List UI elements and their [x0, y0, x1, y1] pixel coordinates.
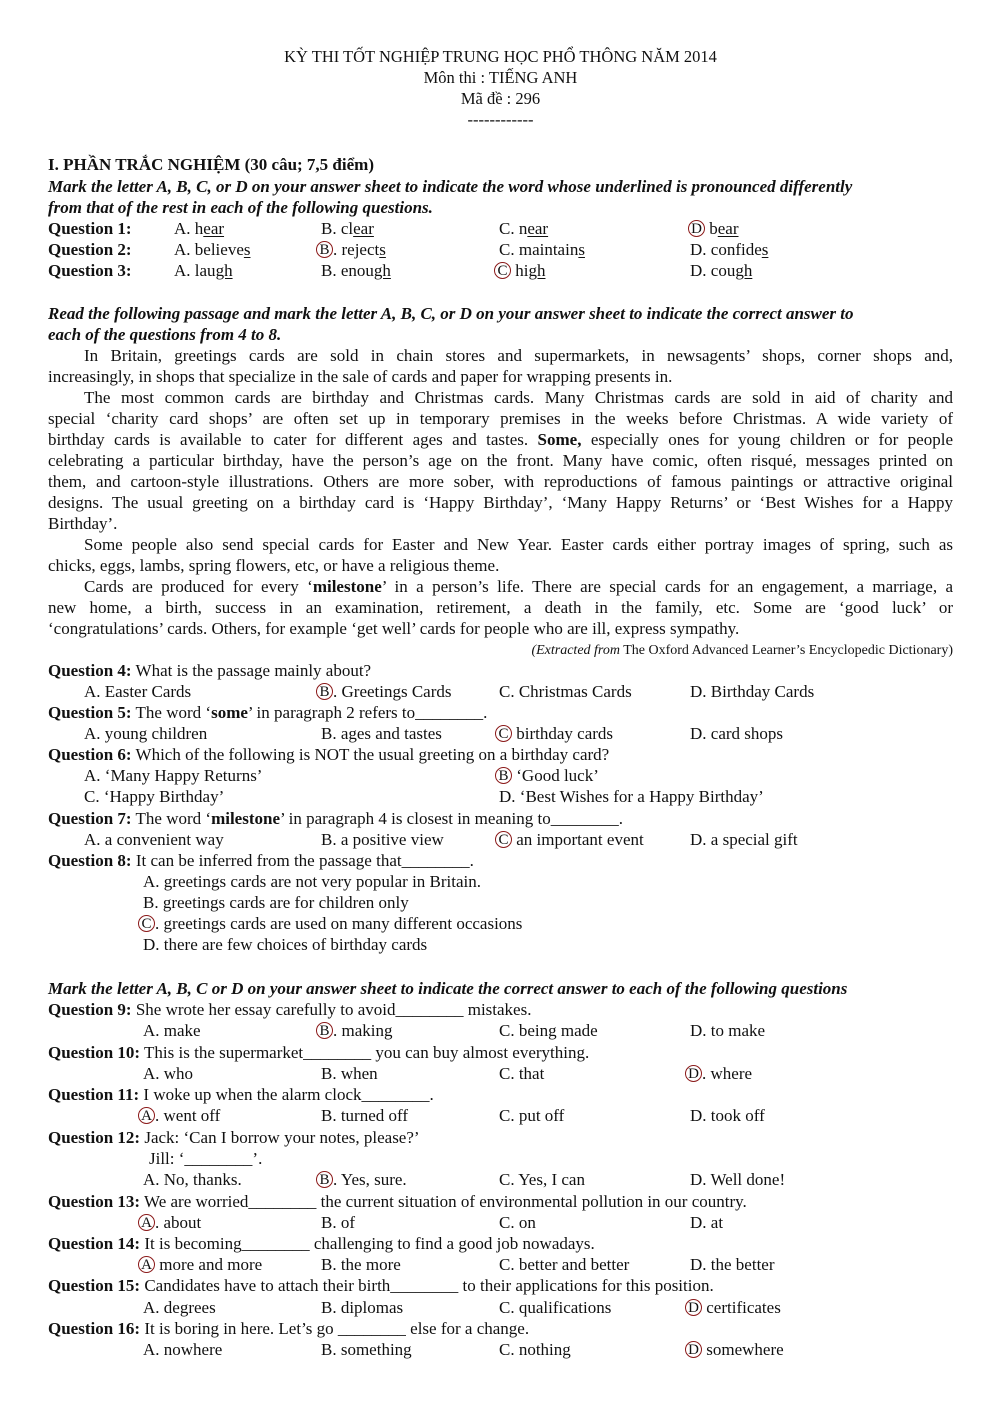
exam-page: [48, 46, 954, 1359]
q5-option-a[interactable]: A. young children: [84, 724, 208, 743]
q10-options: [48, 1063, 953, 1084]
q5-option-c-selected[interactable]: C birthday cards: [497, 723, 613, 744]
q13-option-c[interactable]: C. on: [499, 1213, 536, 1232]
q2-option-c[interactable]: C. maintains: [499, 240, 585, 259]
question-11: Question 11: I woke up when the alarm clock________.: [48, 1085, 434, 1104]
section-title: I. PHẦN TRẮC NGHIỆM (30 câu; 7,5 điểm): [48, 155, 374, 174]
answer-circle-icon: A: [138, 1107, 155, 1124]
exam-title: KỲ THI TỐT NGHIỆP TRUNG HỌC PHỔ THÔNG NĂM 2014: [284, 47, 717, 66]
answer-circle-icon: D: [688, 220, 705, 237]
question-13: Question 13: We are worried________ the current situation of environmental pollution in our country.: [48, 1192, 747, 1211]
q14-option-d[interactable]: D. the better: [690, 1255, 775, 1274]
q9-option-b-selected[interactable]: B . making: [318, 1020, 393, 1041]
question-16: Question 16: It is boring in here. Let’s go ________ else for a change.: [48, 1319, 530, 1338]
q11-option-d[interactable]: D. took off: [690, 1106, 765, 1125]
passage-p2-line2: special ‘charity card shops’ are often set up in temporary premises in the weeks before Christmas. A wide variety of: [48, 409, 953, 428]
q4-option-a[interactable]: A. Easter Cards: [84, 682, 192, 701]
exam-code: Mã đề : 296: [460, 89, 541, 108]
q16-option-b[interactable]: B. something: [321, 1340, 412, 1359]
passage-p4-line2: new home, a birth, success in an examination, retirement, a death in the family, etc. Some are ‘good luck’ or: [48, 598, 953, 617]
answer-circle-icon: C: [494, 262, 511, 279]
q2-option-d[interactable]: D. confides: [690, 240, 769, 259]
pronunciation-instruction-line2: from that of the rest in each of the following questions.: [48, 198, 433, 217]
question-1: Question 1: A. hear B. clear C. near D bear: [48, 219, 739, 238]
q3-option-b[interactable]: B. enough: [321, 261, 391, 280]
question-8: Question 8: It can be inferred from the passage that________.: [48, 851, 474, 870]
q5-option-d[interactable]: D. card shops: [690, 724, 784, 743]
q13-option-a-selected[interactable]: A . about: [140, 1212, 201, 1233]
question-4: Question 4: What is the passage mainly about?: [48, 661, 372, 680]
question-10: Question 10: This is the supermarket________ you can buy almost everything.: [48, 1043, 590, 1062]
q2-option-a[interactable]: A. believes: [174, 240, 251, 259]
q15-option-c[interactable]: C. qualifications: [499, 1298, 612, 1317]
q3-option-c-selected[interactable]: C high: [496, 260, 545, 281]
q2-option-b-selected[interactable]: B . rejects: [318, 239, 386, 260]
question-2: Question 2: A. believes B . rejects C. maintains D. confides: [48, 240, 769, 259]
q5-option-b[interactable]: B. ages and tastes: [321, 724, 442, 743]
q7-option-b[interactable]: B. a positive view: [321, 830, 444, 849]
q12-option-c[interactable]: C. Yes, I can: [499, 1170, 585, 1189]
passage-p3-line1: Some people also send special cards for Easter and New Year. Easter cards either portray images of spring, such as: [84, 535, 953, 554]
answer-circle-icon: B: [316, 1022, 333, 1039]
q8-option-b[interactable]: B. greetings cards are for children only: [143, 893, 409, 912]
q1-option-d-selected[interactable]: D bear: [690, 218, 739, 239]
q10-option-d-selected[interactable]: D . where: [687, 1063, 752, 1084]
question-6: Question 6: Which of the following is NOT the usual greeting on a birthday card?: [48, 745, 610, 764]
q6-option-b-selected[interactable]: B ‘Good luck’: [497, 765, 599, 786]
q15-option-b[interactable]: B. diplomas: [321, 1298, 404, 1317]
q9-option-a[interactable]: A. make: [143, 1021, 201, 1040]
answer-circle-icon: C: [495, 725, 512, 742]
q12-jill-line: Jill: ‘________’.: [149, 1149, 263, 1168]
q15-option-d-selected[interactable]: D certificates: [687, 1297, 781, 1318]
grammar-instruction: Mark the letter A, B, C or D on your answer sheet to indicate the correct answer to each of the following questions: [48, 979, 848, 998]
answer-circle-icon: B: [495, 767, 512, 784]
passage-p2-line4: celebrating a particular birthday, have the person’s age on the front. Many have comic, often risqué, messages printed on: [48, 451, 953, 470]
q14-options: [48, 1254, 953, 1275]
answer-circle-icon: D: [685, 1299, 702, 1316]
q15-option-a[interactable]: A. degrees: [143, 1298, 216, 1317]
q16-option-c[interactable]: C. nothing: [499, 1340, 571, 1359]
q12-option-b-selected[interactable]: B . Yes, sure.: [318, 1169, 407, 1190]
q4-options: [48, 681, 953, 702]
q6-option-c[interactable]: C. ‘Happy Birthday’: [84, 787, 225, 806]
q16-option-d-selected[interactable]: D somewhere: [687, 1339, 784, 1360]
passage-p2-line5: them, and cartoon-style illustrations. Others are more sober, with reproductions of famous paintings or attractive original: [48, 472, 953, 491]
q13-option-b[interactable]: B. of: [321, 1213, 355, 1232]
answer-circle-icon: B: [316, 683, 333, 700]
q7-options: [48, 829, 953, 850]
question-7: Question 7: The word ‘milestone’ in paragraph 4 is closest in meaning to________.: [48, 809, 623, 828]
answer-circle-icon: A: [138, 1256, 155, 1273]
q10-option-b[interactable]: B. when: [321, 1064, 378, 1083]
q7-option-c-selected[interactable]: C an important event: [497, 829, 644, 850]
q11-option-a-selected[interactable]: A . went off: [140, 1105, 220, 1126]
q6-options-row1: [48, 765, 953, 786]
passage-p1-line1: In Britain, greetings cards are sold in chain stores and supermarkets, in newsagents’ shops, corner shops and,: [84, 346, 953, 365]
passage-p2-line3: birthday cards is available to cater for different ages and tastes. Some, especially ones for young children or for people: [48, 430, 953, 449]
q13-options: [48, 1212, 953, 1233]
question-3: Question 3: A. laugh B. enough C high D. cough: [48, 261, 753, 280]
question-14: Question 14: It is becoming________ challenging to find a good job nowadays.: [48, 1234, 595, 1253]
answer-circle-icon: D: [685, 1065, 702, 1082]
q8-option-d[interactable]: D. there are few choices of birthday cards: [143, 935, 428, 954]
question-15: Question 15: Candidates have to attach their birth________ to their applications for this position.: [48, 1276, 714, 1295]
question-9: Question 9: She wrote her essay carefully to avoid________ mistakes.: [48, 1000, 532, 1019]
q8-option-c-selected[interactable]: C . greetings cards are used on many different occasions: [140, 913, 522, 934]
q10-option-a[interactable]: A. who: [143, 1064, 194, 1083]
q12-option-d[interactable]: D. Well done!: [690, 1170, 786, 1189]
q7-option-a[interactable]: A. a convenient way: [84, 830, 224, 849]
reading-instruction-line1: Read the following passage and mark the letter A, B, C, or D on your answer sheet to indicate the correct answer to: [48, 304, 854, 323]
q14-option-c[interactable]: C. better and better: [499, 1255, 630, 1274]
q16-options: [48, 1339, 953, 1360]
answer-circle-icon: C: [138, 915, 155, 932]
q4-option-b-selected[interactable]: B . Greetings Cards: [318, 681, 452, 702]
passage-p3-line2: chicks, eggs, lambs, spring flowers, etc, or have a religious theme.: [48, 556, 500, 575]
q9-option-c[interactable]: C. being made: [499, 1021, 598, 1040]
q9-option-d[interactable]: D. to make: [690, 1021, 766, 1040]
q3-option-a[interactable]: A. laugh: [174, 261, 233, 280]
q12-option-a[interactable]: A. No, thanks.: [143, 1170, 242, 1189]
q4-option-c[interactable]: C. Christmas Cards: [499, 682, 632, 701]
header-divider: ------------: [467, 110, 534, 129]
passage-p2-line7: Birthday’.: [48, 514, 118, 533]
q4-option-d[interactable]: D. Birthday Cards: [690, 682, 815, 701]
q3-option-d[interactable]: D. cough: [690, 261, 753, 280]
answer-circle-icon: A: [138, 1214, 155, 1231]
q12-options: [48, 1169, 953, 1190]
question-12: Question 12: Jack: ‘Can I borrow your notes, please?’: [48, 1128, 420, 1147]
q7-option-d[interactable]: D. a special gift: [690, 830, 798, 849]
passage-p4-line1: Cards are produced for every ‘milestone’ in a person’s life. There are special cards for an engagement, a marriage, a: [84, 577, 954, 596]
exam-subject: Môn thi : TIẾNG ANH: [423, 68, 578, 87]
passage-p2-line1: The most common cards are birthday and Christmas cards. Many Christmas cards are sold in aid of charity and: [84, 388, 953, 407]
question-5: Question 5: The word ‘some’ in paragraph 2 refers to________.: [48, 703, 488, 722]
answer-circle-icon: B: [316, 1171, 333, 1188]
passage-p2-line6: designs. The usual greeting on a birthday card is ‘Happy Birthday’, ‘Many Happy Returns’ or ‘Best Wishes for a Happy: [48, 493, 953, 512]
q9-options: [48, 1020, 953, 1041]
exam-header: [48, 46, 953, 130]
q11-option-b[interactable]: B. turned off: [321, 1106, 409, 1125]
q11-options: [48, 1105, 953, 1126]
pronunciation-instruction-line1: Mark the letter A, B, C, or D on your answer sheet to indicate the word whose underlined is pronounced differently: [48, 177, 853, 196]
q1-option-a[interactable]: A. hear: [174, 219, 225, 238]
q16-option-a[interactable]: A. nowhere: [143, 1340, 223, 1359]
q15-options: [48, 1297, 953, 1318]
answer-circle-icon: B: [316, 241, 333, 258]
passage-p4-line3: ‘congratulations’ cards. Others, for example ‘get well’ cards for people who are ill, express sympathy.: [48, 619, 740, 638]
q5-options: [48, 723, 953, 744]
q10-option-c[interactable]: C. that: [499, 1064, 545, 1083]
q14-option-b[interactable]: B. the more: [321, 1255, 401, 1274]
passage-p1-line2: increasingly, in shops that specialize in the sale of cards and paper for wrapping presents in.: [48, 367, 673, 386]
reading-instruction-line2: each of the questions from 4 to 8.: [48, 325, 282, 344]
passage-source: (Extracted from The Oxford Advanced Learner’s Encyclopedic Dictionary): [531, 643, 953, 658]
answer-circle-icon: C: [495, 831, 512, 848]
q6-option-a[interactable]: A. ‘Many Happy Returns’: [84, 766, 263, 785]
q14-option-a-selected[interactable]: A more and more: [140, 1254, 262, 1275]
answer-circle-icon: D: [685, 1341, 702, 1358]
q8-option-a[interactable]: A. greetings cards are not very popular in Britain.: [143, 872, 482, 891]
q1-option-c[interactable]: C. near: [499, 219, 549, 238]
q6-options-row2: [48, 786, 953, 807]
q11-option-c[interactable]: C. put off: [499, 1106, 565, 1125]
q13-option-d[interactable]: D. at: [690, 1213, 724, 1232]
q6-option-d[interactable]: D. ‘Best Wishes for a Happy Birthday’: [499, 787, 764, 806]
q1-option-b[interactable]: B. clear: [321, 219, 374, 238]
